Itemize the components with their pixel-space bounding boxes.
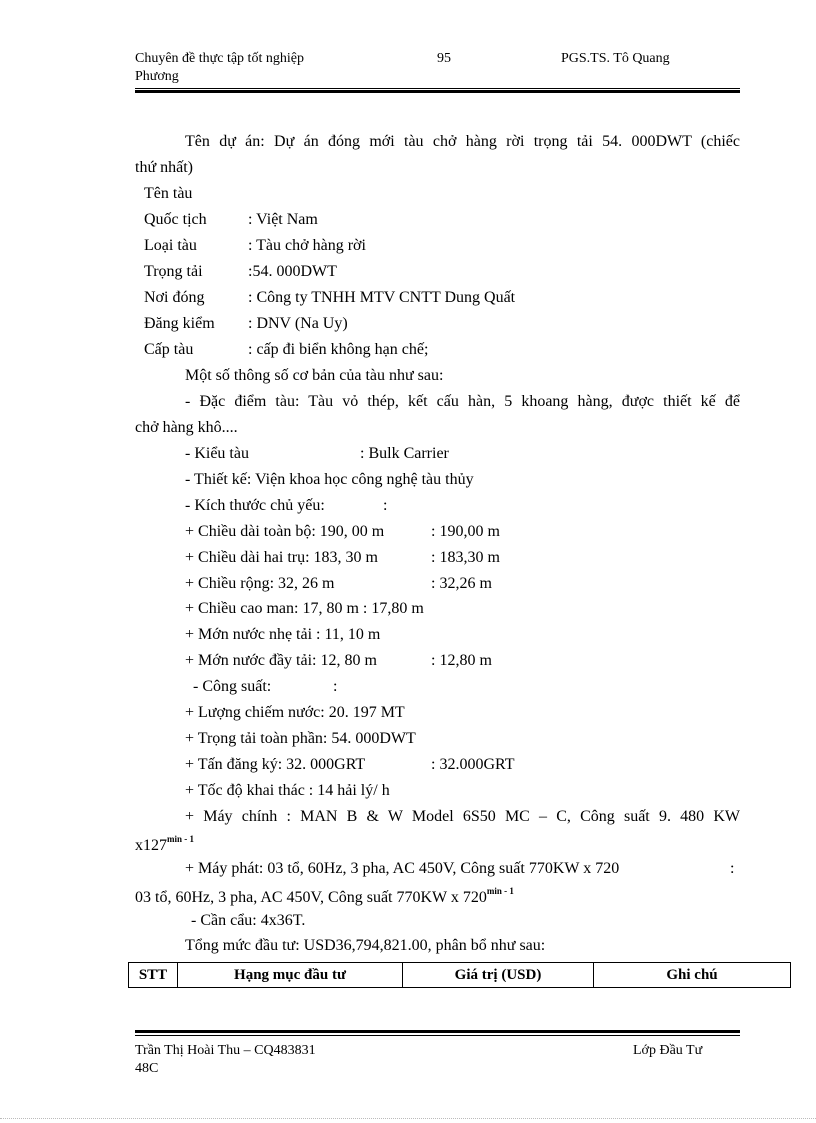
info-label-deadweight: Trọng tải (144, 263, 203, 280)
generator-exponent: min - 1 (486, 886, 514, 896)
info-value-builder: : Công ty TNHH MTV CNTT Dung Quất (248, 289, 516, 306)
crane-line: - Cần cẩu: 4x36T. (191, 912, 306, 929)
header-author: PGS.TS. Tô Quang (561, 51, 670, 66)
info-value-type: : Tàu chở hàng rời (248, 237, 366, 254)
page-number: 95 (437, 51, 451, 66)
generator-line-1-colon: : (730, 860, 735, 877)
info-label-nationality: Quốc tịch (144, 211, 207, 228)
type-value: : Bulk Carrier (360, 445, 449, 462)
table-header-row (129, 963, 791, 988)
dims-label: - Kích thước chủ yếu: (185, 497, 325, 514)
dims-colon: : (383, 497, 388, 514)
project-line-1: Tên dự án: Dự án đóng mới tàu chở hàng rời trọng tải 54. 000DWT (chiếc (185, 133, 740, 150)
design-line: - Thiết kế: Viện khoa học công nghệ tàu thủy (185, 471, 474, 488)
gross-tonnage-value: : 32.000GRT (431, 756, 515, 773)
type-label: - Kiểu tàu (185, 445, 249, 462)
col-header-item: Hạng mục đầu tư (178, 963, 403, 988)
project-line-2: thứ nhất) (135, 159, 193, 176)
header-rule-thick (135, 90, 740, 93)
footer-author-continued: 48C (135, 1061, 159, 1076)
main-engine-line-2: $x127^{min - 1}$ (135, 834, 194, 854)
page-edge-dotted-line (0, 1118, 816, 1119)
col-header-note: Ghi chú (594, 963, 791, 988)
footer-rule-thin (135, 1035, 740, 1036)
draft-full-label: + Mớn nước đầy tải: 12, 80 m (185, 652, 377, 669)
info-value-deadweight: :54. 000DWT (248, 263, 337, 280)
investment-line: Tổng mức đầu tư: USD36,794,821.00, phân bổ như sau: (185, 937, 546, 954)
footer-rule-thick (135, 1030, 740, 1033)
dim-breadth-value: : 32,26 m (431, 575, 492, 592)
info-value-nationality: : Việt Nam (248, 211, 318, 228)
gross-tonnage-label: + Tấn đăng ký: 32. 000GRT (185, 756, 366, 773)
dim-depth: + Chiều cao man: 17, 80 m : 17,80 m (185, 600, 424, 617)
header-title: Chuyên đề thực tập tốt nghiệp (135, 51, 304, 66)
main-engine-line-1: + Máy chính : MAN B & W Model 6S50 MC – C, Công suất 9. 480 KW (185, 808, 740, 825)
info-label-class: Cấp tàu (144, 341, 194, 358)
power-colon: : (333, 678, 338, 695)
info-value-registry: : DNV (Na Uy) (248, 315, 348, 332)
draft-full-value: : 12,80 m (431, 652, 492, 669)
service-speed: + Tốc độ khai thác : 14 hải lý/ h (185, 782, 390, 799)
main-engine-exponent: min - 1 (167, 834, 194, 844)
footer-class: Lớp Đầu Tư (633, 1043, 703, 1058)
dim-length-pp-label: + Chiều dài hai trụ: 183, 30 m (185, 549, 378, 566)
col-header-value: Giá trị (USD) (403, 963, 594, 988)
generator-line-2: 03 tổ, 60Hz, 3 pha, AC 450V, Công suất 770KW x $720^{min - 1}$ (135, 886, 514, 906)
displacement: + Lượng chiếm nước: 20. 197 MT (185, 704, 405, 721)
dim-length-overall-value: : 190,00 m (431, 523, 500, 540)
dim-length-pp-value: : 183,30 m (431, 549, 500, 566)
dim-length-overall-label: + Chiều dài toàn bộ: 190, 00 m (185, 523, 385, 540)
draft-light: + Mớn nước nhẹ tải : 11, 10 m (185, 626, 381, 643)
features-line-1: - Đặc điểm tàu: Tàu vỏ thép, kết cấu hàn, 5 khoang hàng, được thiết kế để (185, 393, 740, 410)
ship-name-label: Tên tàu (144, 185, 193, 202)
info-label-type: Loại tàu (144, 237, 197, 254)
footer-author: Trần Thị Hoài Thu – CQ483831 (135, 1043, 316, 1058)
col-header-stt: STT (129, 963, 178, 988)
generator-line-1: + Máy phát: 03 tổ, 60Hz, 3 pha, AC 450V, Công suất 770KW x 720 (185, 860, 620, 877)
info-label-builder: Nơi đóng (144, 289, 205, 306)
investment-table (128, 962, 791, 988)
header-title-continued: Phương (135, 69, 179, 84)
specs-intro: Một số thông số cơ bản của tàu như sau: (185, 367, 444, 384)
features-line-2: chở hàng khô.... (135, 419, 238, 436)
deadweight-total: + Trọng tải toàn phần: 54. 000DWT (185, 730, 416, 747)
info-value-class: : cấp đi biển không hạn chế; (248, 341, 429, 358)
dim-breadth-label: + Chiều rộng: 32, 26 m (185, 575, 335, 592)
info-label-registry: Đăng kiểm (144, 315, 215, 332)
header-rule-thin (135, 88, 740, 89)
power-label: - Công suất: (193, 678, 272, 695)
